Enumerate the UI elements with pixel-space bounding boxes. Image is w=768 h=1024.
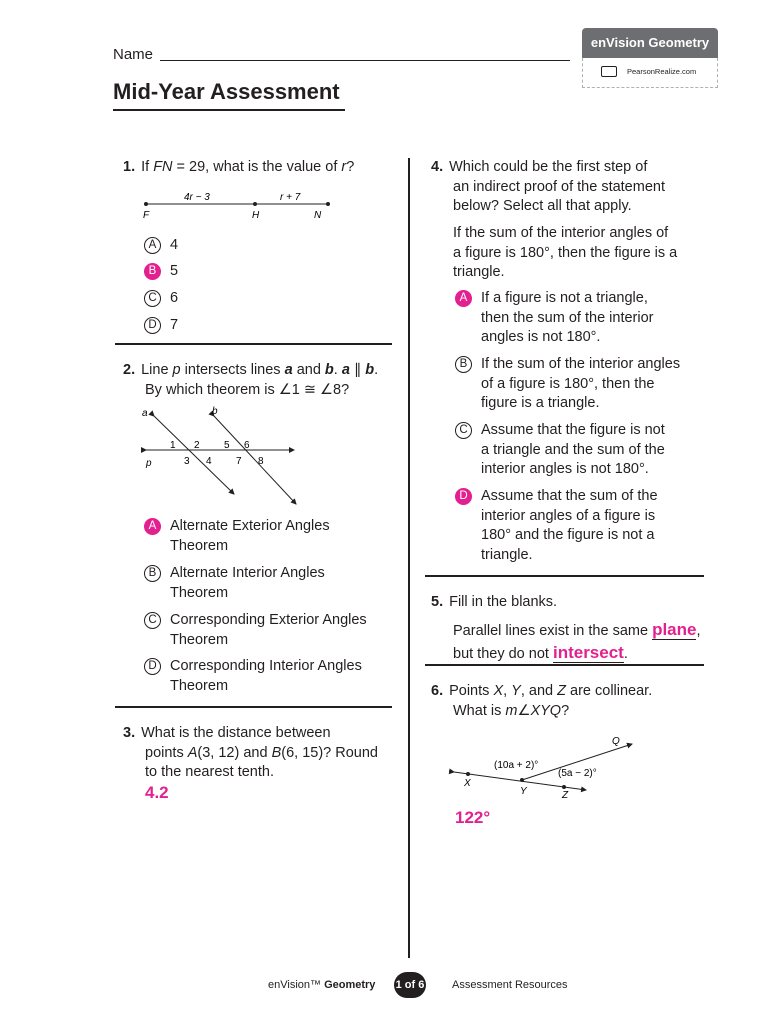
question-3: 3. What is the distance between points A(3, 12) and B(6, 15)? Round to the nearest tenth.	[123, 725, 378, 780]
q6-answer: 122°	[455, 808, 491, 827]
svg-text:8: 8	[258, 456, 264, 467]
footer-resources: Assessment Resources	[452, 979, 568, 991]
divider-q2	[115, 706, 392, 708]
seg2-label: r + 7	[280, 192, 301, 203]
point-F: F	[143, 210, 150, 221]
brand-logo: enVision Geometry	[582, 28, 718, 58]
q2-option-c[interactable]: C Corresponding Exterior Angles Theorem	[144, 611, 367, 650]
name-field[interactable]	[160, 60, 570, 61]
divider-q4	[425, 575, 704, 577]
svg-text:Z: Z	[562, 790, 569, 801]
q5-sentence: Parallel lines exist in the same plane, but they do not intersect.	[453, 620, 701, 662]
point-H: H	[252, 210, 260, 221]
page-indicator: 1 of 6	[394, 972, 426, 998]
q1-option-c[interactable]: C 6	[144, 289, 178, 309]
seg1-label: 4r − 3	[184, 192, 210, 203]
question-6: 6. Points X, Y, and Z are collinear. What is m∠XYQ?	[431, 683, 653, 719]
q5-blank-2[interactable]: intersect	[552, 643, 624, 662]
q1-option-d[interactable]: D 7	[144, 316, 178, 336]
parallel-lines-diagram	[138, 404, 308, 508]
svg-text:3: 3	[184, 456, 190, 467]
divider-q5	[425, 664, 704, 666]
realize-link[interactable]: PearsonRealize.com	[627, 67, 697, 76]
q4-option-c[interactable]: C Assume that the figure is not a triangle and the sum of the interior angles is not 180°.	[455, 421, 665, 480]
q4-statement: If the sum of the interior angles of a figure is 180°, then the figure is a triangle.	[453, 225, 678, 280]
divider-q1	[115, 343, 392, 345]
svg-text:a: a	[142, 408, 148, 419]
svg-text:p: p	[146, 458, 152, 469]
svg-text:5: 5	[224, 440, 230, 451]
footer-brand: enVision™ Geometry	[268, 979, 376, 991]
point-N: N	[314, 210, 322, 221]
realize-box	[582, 58, 718, 88]
svg-text:7: 7	[236, 456, 242, 467]
q1-option-a[interactable]: A 4	[144, 236, 178, 256]
svg-text:1: 1	[170, 440, 176, 451]
svg-text:(10a + 2)°: (10a + 2)°	[494, 760, 539, 771]
svg-text:Q: Q	[612, 736, 620, 747]
svg-text:6: 6	[244, 440, 250, 451]
q4-option-b[interactable]: B If the sum of the interior angles of a figure is 180°, then the figure is a triangle.	[455, 355, 680, 414]
q4-option-a[interactable]: A If a figure is not a triangle, then the sum of the interior angles is not 180°.	[455, 289, 654, 348]
svg-text:X: X	[464, 778, 471, 789]
q2-option-b[interactable]: B Alternate Interior Angles Theorem	[144, 564, 325, 603]
question-5: 5. Fill in the blanks.	[431, 594, 558, 610]
segment-diagram	[140, 188, 340, 226]
svg-text:Y: Y	[520, 786, 527, 797]
monitor-icon	[601, 66, 617, 77]
title-underline	[113, 109, 345, 111]
question-2: 2. Line p intersects lines a and b. a ∥ b. By which theorem is ∠1 ≅ ∠8?	[123, 362, 379, 398]
svg-text:2: 2	[194, 440, 200, 451]
collinear-diagram	[446, 732, 646, 802]
question-1: 1. If FN = 29, what is the value of r?	[123, 159, 355, 175]
q1-option-b[interactable]: B 5	[144, 262, 178, 282]
column-divider	[408, 158, 410, 958]
q4-option-d[interactable]: D Assume that the sum of the interior angles of a figure is 180° and the figure is not a triangle.	[455, 487, 658, 565]
svg-text:(5a − 2)°: (5a − 2)°	[558, 768, 597, 779]
q5-blank-1[interactable]: plane	[652, 620, 697, 639]
svg-text:b: b	[212, 406, 218, 417]
q2-option-d[interactable]: D Corresponding Interior Angles Theorem	[144, 657, 362, 696]
svg-text:4: 4	[206, 456, 212, 467]
question-4: 4. Which could be the first step of an indirect proof of the statement below? Select all that apply.	[431, 159, 665, 214]
q3-answer: 4.2	[145, 783, 169, 802]
page-title: Mid-Year Assessment	[113, 79, 340, 104]
q2-option-a[interactable]: A Alternate Exterior Angles Theorem	[144, 517, 330, 556]
name-label: Name	[113, 46, 154, 63]
